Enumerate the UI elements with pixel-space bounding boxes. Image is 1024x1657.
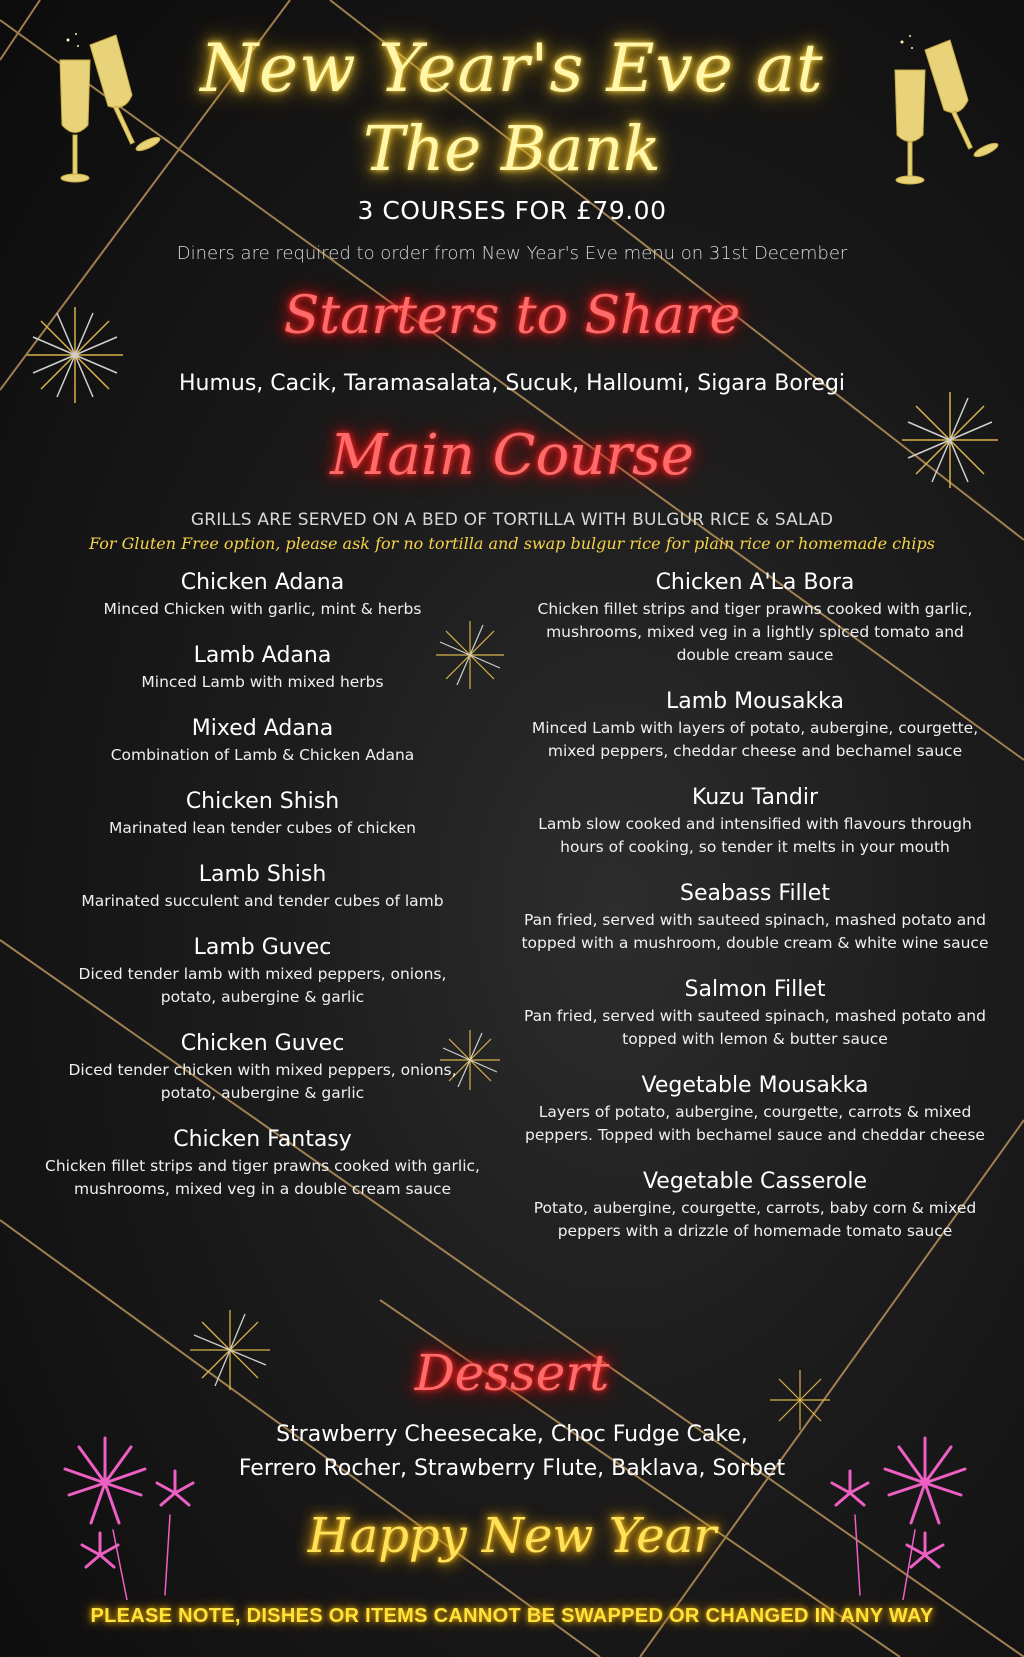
starters-heading: Starters to Share	[283, 286, 741, 346]
dish-item	[520, 1167, 990, 1243]
dish-name: Chicken Shish	[185, 789, 340, 814]
dish-item	[40, 714, 485, 767]
dish-name: Salmon Fillet	[684, 977, 826, 1002]
main-course-left-column	[40, 568, 485, 1221]
dish-name: Seabass Fillet	[680, 881, 830, 906]
main-course-heading: Main Course	[330, 423, 694, 488]
dish-name: Vegetable Mousakka	[641, 1073, 869, 1098]
dish-description: Combination of Lamb & Chicken Adana	[110, 746, 415, 764]
dish-name: Chicken Fantasy	[173, 1127, 352, 1152]
dish-description: Chicken fillet strips and tiger prawns cooked with garlic, mushrooms, mixed veg in a double cream sauce	[45, 1157, 480, 1198]
dish-name: Chicken A'La Bora	[655, 570, 855, 595]
dish-item	[520, 687, 990, 763]
starters-list: Humus, Cacik, Taramasalata, Sucuk, Halloumi, Sigara Boregi	[178, 371, 846, 396]
dish-name: Lamb Guvec	[193, 935, 332, 960]
dish-description: Chicken fillet strips and tiger prawns cooked with garlic, mushrooms, mixed veg in a lightly spiced tomato and double cream sauce	[537, 600, 973, 664]
no-substitutions-note: PLEASE NOTE, DISHES OR ITEMS CANNOT BE SWAPPED OR CHANGED IN ANY WAY	[90, 1605, 934, 1627]
dish-item	[40, 933, 485, 1009]
dish-description: Minced Chicken with garlic, mint & herbs	[103, 600, 422, 618]
page-title-line2: The Bank	[363, 112, 661, 185]
dish-name: Chicken Adana	[180, 570, 345, 595]
dessert-heading: Dessert	[414, 1344, 610, 1402]
grills-note: GRILLS ARE SERVED ON A BED OF TORTILLA WITH BULGUR RICE & SALAD	[190, 510, 834, 530]
order-note: Diners are required to order from New Year's Eve menu on 31st December	[176, 243, 848, 264]
dessert-list	[0, 1418, 1024, 1486]
dish-name: Lamb Shish	[198, 862, 327, 887]
dish-item	[40, 1125, 485, 1201]
dish-description: Minced Lamb with mixed herbs	[141, 673, 384, 691]
dessert-line-1: Strawberry Cheesecake, Choc Fudge Cake,	[276, 1422, 748, 1447]
dish-item	[520, 879, 990, 955]
dish-item	[520, 1071, 990, 1147]
dish-description: Diced tender lamb with mixed peppers, onions, potato, aubergine & garlic	[78, 965, 447, 1006]
dish-description: Marinated succulent and tender cubes of lamb	[81, 892, 444, 910]
dish-name: Chicken Guvec	[180, 1031, 345, 1056]
main-course-right-column	[520, 568, 990, 1263]
dish-name: Lamb Mousakka	[665, 689, 845, 714]
dish-description: Marinated lean tender cubes of chicken	[108, 819, 416, 837]
dish-item	[40, 568, 485, 621]
dish-name: Lamb Adana	[193, 643, 332, 668]
page-title-line1: New Year's Eve at	[200, 30, 824, 107]
dish-name: Mixed Adana	[191, 716, 334, 741]
dish-name: Vegetable Casserole	[642, 1169, 868, 1194]
gluten-free-note: For Gluten Free option, please ask for no tortilla and swap bulgur rice for plain rice or homemade chips	[89, 534, 935, 553]
dish-item	[40, 1029, 485, 1105]
dish-item	[40, 860, 485, 913]
dish-description: Potato, aubergine, courgette, carrots, baby corn & mixed peppers with a drizzle of homemade tomato sauce	[533, 1199, 977, 1240]
dish-description: Pan fried, served with sauteed spinach, mashed potato and topped with a mushroom, double cream & white wine sauce	[521, 911, 989, 952]
dish-item	[520, 783, 990, 859]
dish-name: Kuzu Tandir	[691, 785, 819, 810]
happy-new-year-greeting: Happy New Year	[307, 1508, 717, 1564]
dish-item	[40, 787, 485, 840]
dish-description: Pan fried, served with sauteed spinach, mashed potato and topped with lemon & butter sauce	[524, 1007, 986, 1048]
dish-description: Layers of potato, aubergine, courgette, carrots & mixed peppers. Topped with bechamel sauce and cheddar cheese	[525, 1103, 985, 1144]
price-banner: 3 COURSES FOR £79.00	[357, 196, 667, 225]
dish-item	[520, 568, 990, 667]
dish-item	[520, 975, 990, 1051]
dessert-line-2: Ferrero Rocher, Strawberry Flute, Baklava, Sorbet	[238, 1456, 786, 1481]
dish-description: Minced Lamb with layers of potato, aubergine, courgette, mixed peppers, cheddar cheese and bechamel sauce	[531, 719, 979, 760]
dish-description: Lamb slow cooked and intensified with flavours through hours of cooking, so tender it melts in your mouth	[538, 815, 972, 856]
dish-description: Diced tender chicken with mixed peppers, onions, potato, aubergine & garlic	[68, 1061, 457, 1102]
dish-item	[40, 641, 485, 694]
